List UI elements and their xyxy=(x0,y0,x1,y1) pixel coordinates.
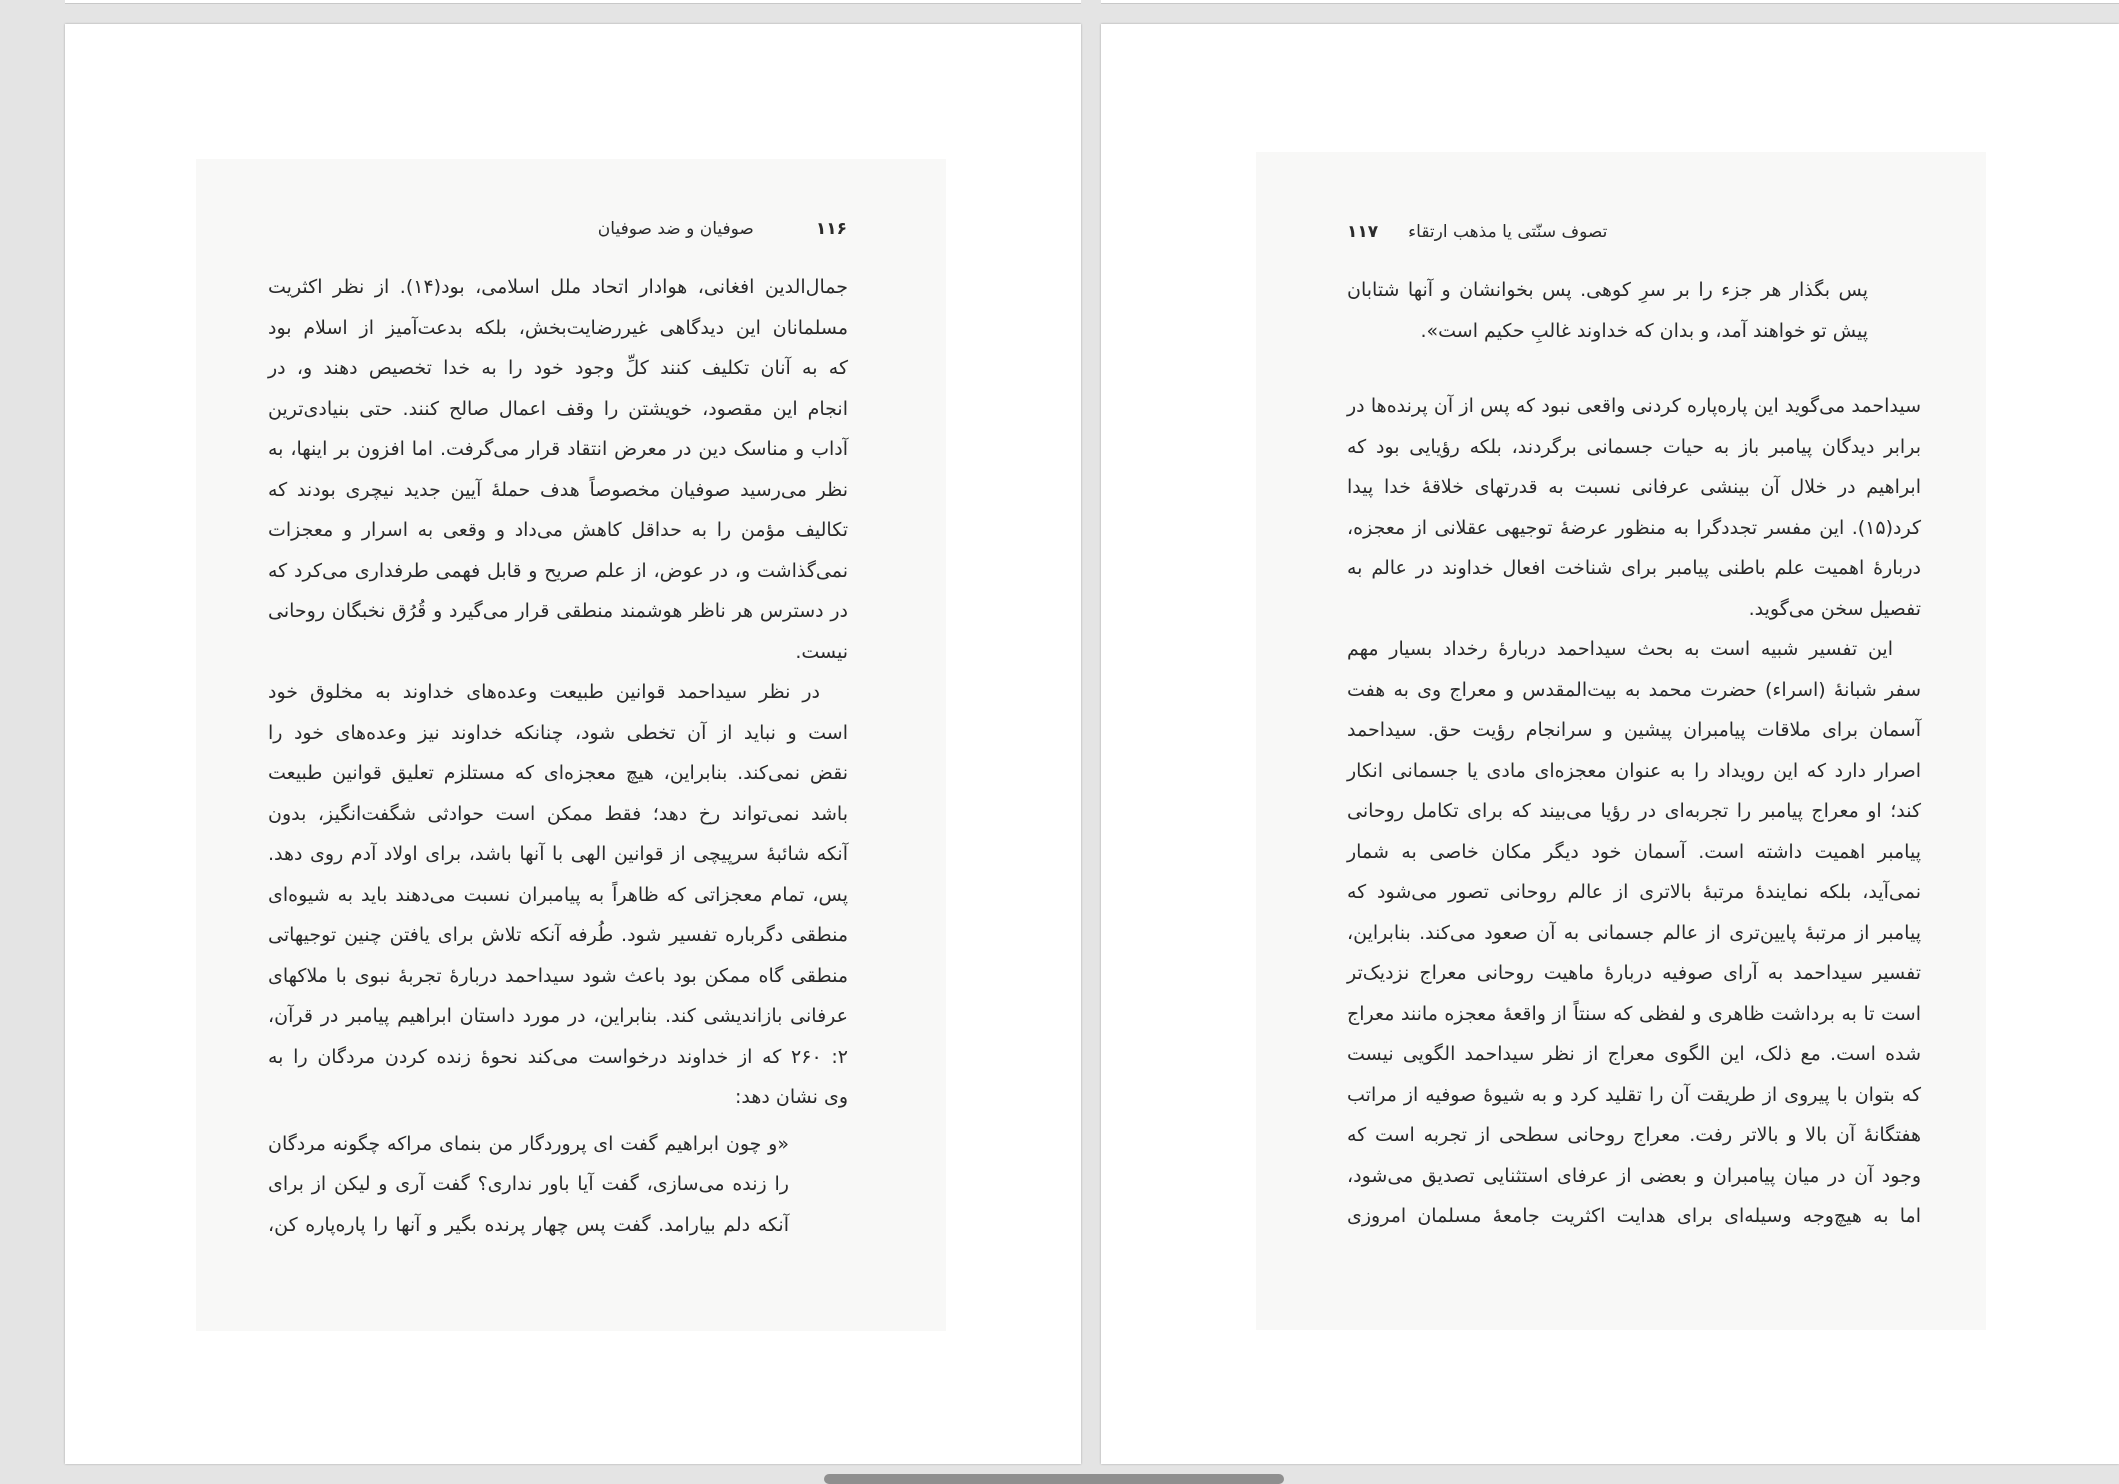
text-line: وجود آن در میان پیامبران و بعضی از عرفای استثنایی تصدیق می‌شود، xyxy=(1347,1164,1921,1187)
quote-line: پس بگذار هر جزء را بر سرِ کوهی. پس بخوانشان و آنها شتابان xyxy=(1347,279,1868,301)
block-quote xyxy=(268,1124,848,1246)
text-line: برابر دیدگان پیامبر باز به حیات جسمانی برگردند، بلکه رؤیایی بود که xyxy=(1347,435,1921,458)
text-line: تکالیف مؤمن را به حداقل کاهش می‌داد و وقعی به اسرار و معجزات xyxy=(268,519,848,541)
page-body xyxy=(268,267,848,1245)
text-line: پس، تمام معجزاتی که ظاهراً به پیامبران نسبت می‌دهند باید به شیوه‌ای xyxy=(268,883,848,906)
text-line: در دسترس هر ناظر هوشمند منطقی قرار می‌گیرد و قُرُق نخبگان روحانی xyxy=(268,600,848,622)
text-line: نمی‌آید، بلکه نمایندهٔ مرتبهٔ بالاتری از عالم روحانی تصور می‌شود که xyxy=(1347,881,1921,903)
text-line: باشد نمی‌تواند رخ دهد؛ فقط ممکن است حوادثی شگفت‌انگیز، بدون xyxy=(268,802,848,825)
quote-line: آنکه دلم بیارامد. گفت پس چهار پرنده بگیر و آنها را پاره‌پاره کن، xyxy=(268,1213,789,1236)
running-title: صوفیان و ضد صوفیان xyxy=(597,219,754,239)
text-line: آداب و مناسک دین در معرض انتقاد قرار می‌گرفت. اما افزون بر اینها، به xyxy=(268,438,848,460)
block-quote xyxy=(1347,270,1921,351)
text-line: تفسیر سیداحمد به آرای صوفیه دربارهٔ ماهیت روحانی معراج نزدیک‌تر xyxy=(1347,962,1921,984)
page-number: ۱۱۶ xyxy=(815,219,847,239)
text-line: هفتگانهٔ آن بالا و بالاتر رفت. معراج روحانی سطحی از تجربه است که xyxy=(1347,1124,1921,1146)
text-line: سیداحمد می‌گوید این پاره‌پاره کردنی واقعی نبود که پس از آن پرنده‌ها در xyxy=(1347,395,1921,417)
text-line: نمی‌گذاشت و، در عوض، از علم صریح و قابل فهمی طرفداری می‌کرد که xyxy=(268,559,848,582)
page-number: ۱۱۷ xyxy=(1347,222,1379,242)
left-page[interactable] xyxy=(65,24,1081,1464)
text-line: پیامبر از مرتبهٔ پایین‌تری از عالم جسمانی به آن صعود می‌کند. بنابراین، xyxy=(1347,921,1921,944)
text-line: سفر شبانهٔ (اسراء) حضرت محمد به بیت‌المقدس و معراج وی به هفت xyxy=(1347,678,1921,701)
text-line: که به آنان تکلیف کنند کلِّ وجود خود را به خدا تخصیص دهند و، در xyxy=(268,357,848,379)
text-line: ابراهیم در خلال آن بینشی عرفانی نسبت به قدرتهای خلاقهٔ خدا پیدا xyxy=(1347,476,1921,498)
text-line: کرد(۱۵). این مفسر تجددگرا به منظور عرضهٔ توجیهی عقلانی از معجزه، xyxy=(1347,516,1921,539)
text-line: منطقی دگرباره تفسیر شود. طُرفه آنکه تلاش برای یافتن چنین توجیهاتی xyxy=(268,924,848,946)
text-line: مسلمانان این دیدگاهی غیررضایت‌بخش، بلکه بدعت‌آمیز از اسلام بود xyxy=(268,316,848,339)
text-line: کند؛ او معراج پیامبر را تجربه‌ای در رؤیا می‌بیند که برای تکامل روحانی xyxy=(1347,800,1921,822)
text-line: اما به هیچ‌وجه وسیله‌ای برای هدایت اکثریت جامعهٔ مسلمان امروزی xyxy=(1347,1205,1921,1227)
text-line: است تا به برداشت ظاهری و لفظی که سنتاً از واقعهٔ معجزه مانند معراج xyxy=(1347,1002,1921,1025)
right-page[interactable] xyxy=(1101,24,2119,1464)
running-header xyxy=(1347,217,1607,247)
previous-page-edge-right xyxy=(1101,0,2119,4)
text-line: تفصیل سخن می‌گوید. xyxy=(1748,597,1921,620)
text-line: جمال‌الدین افغانی، هوادار اتحاد ملل اسلامی، بود(۱۴). از نظر اکثریت xyxy=(268,276,848,298)
text-line: وی نشان دهد: xyxy=(735,1086,848,1108)
paragraph xyxy=(268,267,848,672)
text-line: منطقی گاه ممکن بود باعث شود سیداحمد دربارهٔ تجربهٔ نبوی با ملاکهای xyxy=(268,964,848,987)
text-line: آنکه شائبهٔ سرپیچی از قوانین الهی با آنها باشد، برای اولاد آدم روی دهد. xyxy=(268,843,848,865)
text-line: که بتوان با پیروی از طریقت آن را تقلید کرد و به شیوهٔ صوفیه از مراتب xyxy=(1347,1083,1921,1106)
text-line: دربارهٔ اهمیت علم باطنی پیامبر برای شناخت افعال خداوند در عالم به xyxy=(1347,557,1921,579)
scrollbar-thumb[interactable] xyxy=(824,1474,1284,1484)
paragraph xyxy=(1347,629,1921,1237)
text-line: نقض نمی‌کند. بنابراین، هیچ معجزه‌ای که مستلزم تعلیق قوانین طبیعت xyxy=(268,762,848,784)
page-body xyxy=(1347,270,1921,1237)
quote-line: را زنده می‌سازی، گفت آیا باور نداری؟ گفت آری و لیکن از برای xyxy=(268,1173,789,1195)
text-line: انجام این مقصود، خویشتن را وقف اعمال صالح کنند. حتی بنیادی‌ترین xyxy=(268,397,848,420)
running-header xyxy=(598,214,847,244)
running-title: تصوف سنّتی یا مذهب ارتقاء xyxy=(1408,222,1608,242)
paragraph xyxy=(268,672,848,1118)
text-line: اصرار دارد که این رویداد را به عنوان معجزه‌ای مادی یا جسمانی انکار xyxy=(1347,759,1921,782)
text-line: پیامبر اهمیت داشته است. آسمان خود دیگر مکان خاصی به شمار xyxy=(1347,840,1921,863)
text-line: در نظر سیداحمد قوانین طبیعت وعده‌های خداوند به مخلوق خود xyxy=(268,681,820,703)
text-line: این تفسیر شبیه است به بحث سیداحمد دربارهٔ رخداد بسیار مهم xyxy=(1347,638,1893,660)
text-line: نیست. xyxy=(795,640,848,663)
text-line: است و نباید از آن تخطی شود، چنانکه خداوند نیز وعده‌های خود را xyxy=(268,721,848,744)
quote-line: پیش تو خواهند آمد، و بدان که خداوند غالبِ حکیم است». xyxy=(1420,319,1868,342)
paragraph xyxy=(1347,386,1921,629)
text-line: شده است. مع ذلک، این الگوی معراج از نظر سیداحمد الگویی نیست xyxy=(1347,1043,1921,1065)
text-line: آسمان برای ملاقات پیامبران پیشین و سرانجام رؤیت حق. سیداحمد xyxy=(1347,719,1921,741)
text-line: نظر می‌رسید صوفیان مخصوصاً هدف حملهٔ آیین جدید نیچری بودند که xyxy=(268,478,848,501)
quote-line: «و چون ابراهیم گفت ای پروردگار من بنمای مراکه چگونه مردگان xyxy=(268,1132,789,1155)
horizontal-scrollbar[interactable] xyxy=(0,1472,2119,1484)
text-line: ۲: ۲۶۰ که از خداوند درخواست می‌کند نحوهٔ زنده کردن مردگان را به xyxy=(268,1045,848,1068)
previous-page-edge-left xyxy=(65,0,1081,4)
text-line: عرفانی بازاندیشی کند. بنابراین، در مورد داستان ابراهیم پیامبر در قرآن، xyxy=(268,1005,848,1027)
